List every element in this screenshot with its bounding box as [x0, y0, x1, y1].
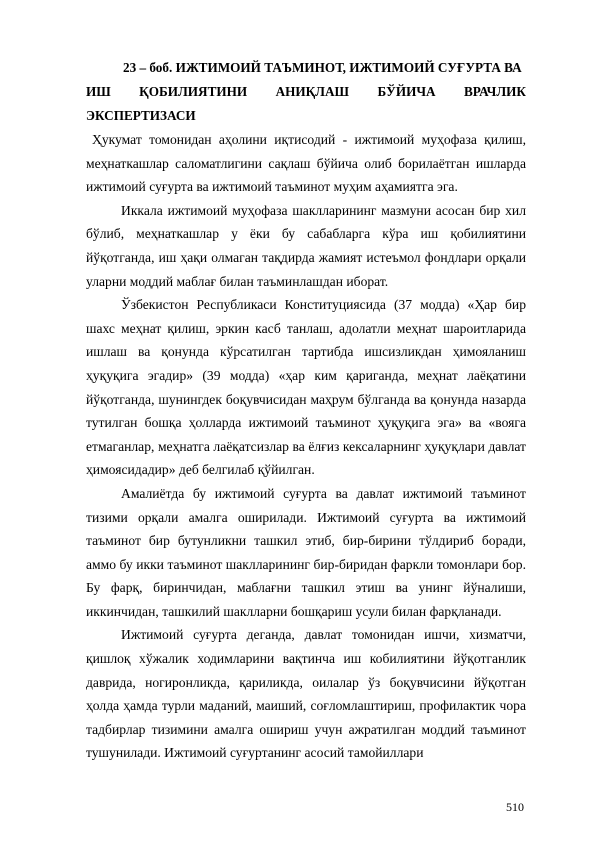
chapter-heading-line-1: 23 – боб. ИЖТИМОИЙ ТАЪМИНОТ, ИЖТИМОИЙ СУҒУРТА ВА: [123, 60, 522, 75]
heading-word: ҚОБИЛИЯТИНИ: [139, 84, 248, 99]
heading-word: ИШ: [86, 84, 111, 99]
paragraph-4: Амалиётда бу ижтимоий суғурта ва давлат ижтимоий таъминот тизими орқали амалга оширилади. Ижтимоий суғурта ва ижтимоий таъминот бир бутунликни ташкил этиб, бир-бирини тўлдириб боради, аммо бу икки таъминот шаклларининг бир-биридан фаркли томонлари бор. Бу фарқ, биринчидан, маблағни ташкил этиш ва унинг йўналиши, иккинчидан, ташкилий шаклларни бошқариш усули билан фарқланади.: [86, 485, 526, 619]
paragraph-5: Ижтимоий суғурта деганда, давлат томонидан ишчи, хизматчи, қишлоқ хўжалик ходимларини вақтинча иш кобилиятини йўқотганлик даврида, ногиронликда, қариликда, оилалар ўз боқувчисини йўқотган ҳолда ҳамда турли маданий, маиший, соғломлаштириш, профилактик чора тадбирлар тизимини амалга ошириш учун ажратилган моддий таъминот тушунилади. Ижтимоий суғуртанинг асосий тамойиллари: [86, 627, 526, 761]
document-page: [86, 56, 526, 765]
page-number: 510: [506, 800, 524, 814]
paragraph-2: Иккала ижтимоий муҳофаза шаклларининг мазмуни асосан бир хил бўлиб, меҳнаткашлар у ёки бу сабабларга кўра иш қобилиятини йўқотганда, иш ҳақи олмаган тақдирда жамият истеъмол фондлари орқали уларни моддий маблағ билан таъминлашдан иборат.: [86, 202, 526, 289]
chapter-heading-line-3: ЭКСПЕРТИЗАСИ: [86, 108, 196, 123]
heading-word: ВРАЧЛИК: [463, 84, 526, 99]
paragraph-1: Ҳукумат томонидан аҳолини иқтисодий - ижтимоий муҳофаза қилиш, меҳнаткашлар саломатлигини сақлаш бўйича олиб борилаётган ишларда ижтимоий суғурта ва ижтимоий таъминот муҳим аҳамиятга эга.: [86, 132, 526, 195]
chapter-heading-line-2: [86, 80, 526, 104]
heading-word: АНИҚЛАШ: [275, 84, 350, 99]
paragraph-3: Ўзбекистон Республикаси Конституциясида (37 модда) «Ҳар бир шахс меҳнат қилиш, эркин касб танлаш, адолатли меҳнат шароитларида ишлаш ва қонунда кўрсатилган тартибда ишсизликдан ҳимояланиш ҳуқуқига эгадир» (39 модда) «ҳар ким қариганда, меҳнат лаёқатини йўқотганда, шунингдек боқувчисидан маҳрум бўлганда ва қонунда назарда тутилган бошқа ҳолларда ижтимоий таъминот ҳуқуқига эга» ва «вояга етмаганлар, меҳнатга лаёқатсизлар ва ёлғиз кексаларнинг ҳуқуқлари давлат ҳимоясидадир» деб белгилаб қўйилган.: [86, 297, 526, 478]
heading-word: БЎЙИЧА: [377, 84, 436, 99]
